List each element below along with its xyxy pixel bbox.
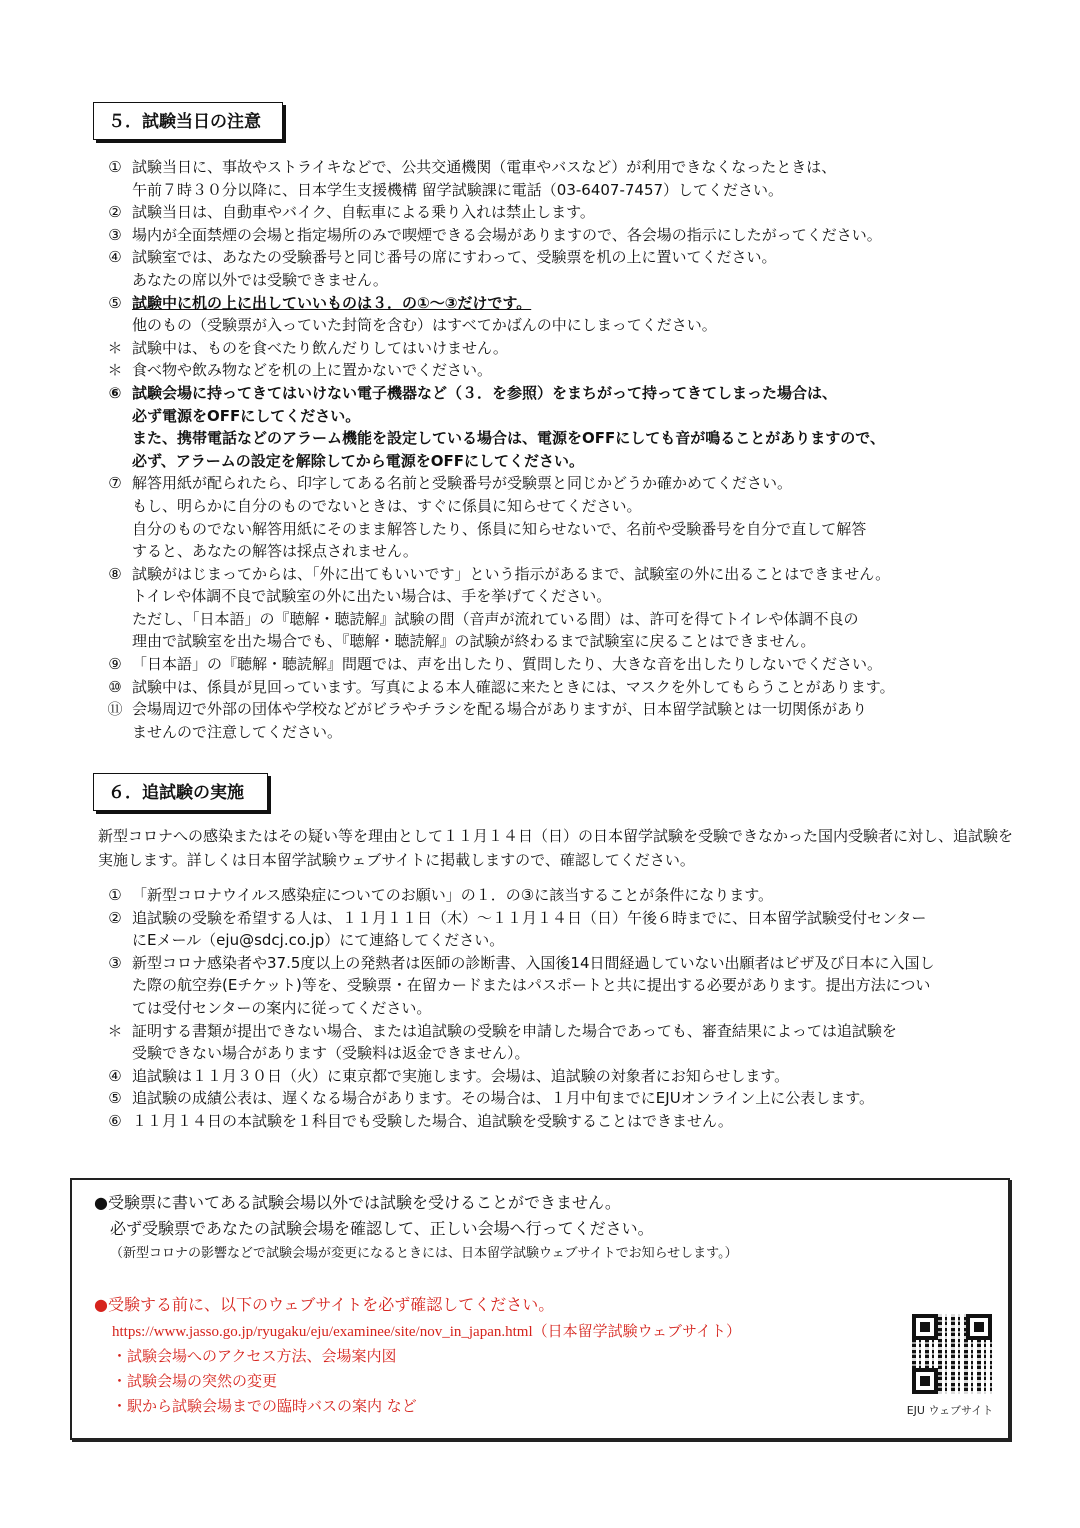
notice-box xyxy=(70,1178,1010,1440)
list-item xyxy=(98,676,978,699)
notice-item: ・駅から試験会場までの臨時バスの案内 など xyxy=(112,1397,417,1415)
list-item xyxy=(98,563,978,653)
item-marker: ⑪ xyxy=(107,700,123,719)
section-6-list xyxy=(98,884,1018,1133)
item-text xyxy=(132,359,978,382)
item-text xyxy=(132,1110,1018,1133)
item-line: 午前７時３０分以降に、日本学生支援機構 留学試験課に電話（03-6407-7457）してください。 xyxy=(132,180,784,199)
list-item xyxy=(98,698,978,743)
item-line: あなたの席以外では受験できません。 xyxy=(132,270,388,289)
item-text xyxy=(132,653,978,676)
item-marker: ⑦ xyxy=(108,474,122,493)
item-line: 試験会場に持ってきてはいけない電子機器など（３．を参照）をまちがって持ってきてしまった場合は、 xyxy=(132,383,838,402)
section-6-title: ６．追試験の実施 xyxy=(93,773,268,811)
section-6-intro: 新型コロナへの感染またはその疑い等を理由として１１月１４日（日）の日本留学試験を受験できなかった国内受験者に対し、追試験を実施します。詳しくは日本留学試験ウェブサイトに掲載しますので、確認してください。 xyxy=(98,827,1014,869)
qr-finder-pattern xyxy=(912,1368,938,1394)
item-line: 他のもの（受験票が入っていた封筒を含む）はすべてかばんの中にしまってください。 xyxy=(132,316,717,335)
list-item xyxy=(98,472,978,562)
notice-bullet-venue-note: （新型コロナの影響などで試験会場が変更になるときには、日本留学試験ウェブサイトでお知らせします。） xyxy=(110,1246,738,1261)
qr-code-image[interactable] xyxy=(910,1312,994,1396)
item-text xyxy=(132,676,978,699)
item-marker: ⑤ xyxy=(108,1089,122,1108)
item-text xyxy=(132,1020,1018,1065)
item-marker: ＊ xyxy=(107,361,123,380)
notice-bullet-website: ●受験する前に、以下のウェブサイトを必ず確認してください。 xyxy=(94,1295,555,1314)
item-line: 試験中は、ものを食べたり飲んだりしてはいけません。 xyxy=(132,338,508,357)
item-marker: ⑤ xyxy=(108,293,122,312)
list-item xyxy=(98,224,978,247)
qr-caption: EJU ウェブサイト xyxy=(906,1404,994,1417)
notice-item: ・試験会場へのアクセス方法、会場案内図 xyxy=(112,1347,397,1365)
item-marker: ③ xyxy=(108,225,122,244)
item-marker: ⑥ xyxy=(108,383,122,402)
item-text xyxy=(132,952,1018,1020)
item-line: 会場周辺で外部の団体や学校などがビラやチラシを配る場合がありますが、日本留学試験とは一切関係があり xyxy=(132,700,868,719)
list-item xyxy=(98,246,978,291)
list-item xyxy=(98,156,978,201)
notice-item: ・試験会場の突然の変更 xyxy=(112,1372,278,1390)
item-line: また、携帯電話などのアラーム機能を設定している場合は、電源をOFFにしても音が鳴ることがありますので、 xyxy=(132,429,885,448)
list-item xyxy=(98,1065,1018,1088)
item-line: 試験当日は、自動車やバイク、自転車による乗り入れは禁止します。 xyxy=(132,203,595,222)
notice-bullet-venue-cont: 必ず受験票であなたの試験会場を確認して、正しい会場へ行ってください。 xyxy=(110,1219,654,1238)
item-line: ませんので注意してください。 xyxy=(132,722,343,741)
item-text xyxy=(132,472,978,562)
item-line: 受験できない場合があります（受験料は返金できません）。 xyxy=(132,1044,530,1063)
item-line: 追試験は１１月３０日（火）に東京都で実施します。会場は、追試験の対象者にお知らせします。 xyxy=(132,1066,790,1085)
item-line: トイレや体調不良で試験室の外に出たい場合は、手を挙げてください。 xyxy=(132,587,612,606)
item-text xyxy=(132,907,1018,952)
item-line: 解答用紙が配られたら、印字してある名前と受験番号が受験票と同じかどうか確かめてください。 xyxy=(132,474,793,493)
item-line: 必ず、アラームの設定を解除してから電源をOFFにしてください。 xyxy=(132,451,585,470)
item-text xyxy=(132,1087,1018,1110)
item-marker: ⑨ xyxy=(108,655,122,674)
item-marker: ④ xyxy=(108,248,122,267)
item-line: 試験がはじまってからは、「外に出てもいいです」という指示があるまで、試験室の外に出ることはできません。 xyxy=(132,564,891,583)
item-text xyxy=(132,292,978,337)
item-line: 試験中は、係員が見回っています。写真による本人確認に来たときには、マスクを外してもらうことがあります。 xyxy=(132,677,895,696)
item-line: もし、明らかに自分のものでないときは、すぐに係員に知らせてください。 xyxy=(132,496,642,515)
item-text xyxy=(132,563,978,653)
item-line: すると、あなたの解答は採点されません。 xyxy=(132,542,418,561)
item-text xyxy=(132,884,1018,907)
qr-finder-pattern xyxy=(966,1314,992,1340)
item-line: 証明する書類が提出できない場合、または追試験の受験を申請した場合であっても、審査結果によっては追試験を xyxy=(132,1021,897,1040)
item-line: 試験当日に、事故やストライキなどで、公共交通機関（電車やバスなど）が利用できなくなったときは、 xyxy=(132,158,837,176)
item-line: 理由で試験室を出た場合でも、『聴解・聴読解』の試験が終わるまで試験室に戻ることはできません。 xyxy=(132,632,816,651)
item-line: 「日本語」の『聴解・聴読解』問題では、声を出したり、質問したり、大きな音を出したりしないでください。 xyxy=(132,655,883,674)
notice-bullet-venue: ●受験票に書いてある試験会場以外では試験を受けることができません。 xyxy=(94,1193,621,1212)
item-line: 場内が全面禁煙の会場と指定場所のみで喫煙できる会場がありますので、各会場の指示にしたがってください。 xyxy=(132,225,882,244)
list-item xyxy=(98,952,1018,1020)
item-line: 試験中に机の上に出していいものは３．の①～③だけです。 xyxy=(132,293,532,312)
item-text xyxy=(132,156,978,201)
list-item xyxy=(98,653,978,676)
list-item xyxy=(98,1020,1018,1065)
item-line: 試験室では、あなたの受験番号と同じ番号の席にすわって、受験票を机の上に置いてください。 xyxy=(132,248,777,267)
item-marker: ① xyxy=(108,158,122,176)
website-link[interactable]: https://www.jasso.go.jp/ryugaku/eju/examinee/site/nov_in_japan.html（日本留学試験ウェブサイト） xyxy=(112,1324,741,1340)
item-text xyxy=(132,1065,1018,1088)
item-text xyxy=(132,382,978,472)
item-text xyxy=(132,698,978,743)
list-item xyxy=(98,884,1018,907)
item-text xyxy=(132,224,978,247)
section-5-list xyxy=(98,156,978,743)
item-marker: ② xyxy=(108,908,122,927)
item-line: ては受付センターの案内に従ってください。 xyxy=(132,998,432,1017)
list-item xyxy=(98,292,978,337)
item-line: １１月１４日の本試験を１科目でも受験した場合、追試験を受験することはできません。 xyxy=(132,1111,733,1130)
list-item xyxy=(98,907,1018,952)
section-5-title: ５．試験当日の注意 xyxy=(93,102,283,140)
item-line: た際の航空券(Eチケット)等を、受験票・在留カードまたはパスポートと共に提出する必要があります。提出方法につい xyxy=(132,976,931,995)
list-item xyxy=(98,337,978,360)
item-line: 「新型コロナウイルス感染症についてのお願い」の１．の③に該当することが条件になります。 xyxy=(132,886,774,904)
item-text xyxy=(132,246,978,291)
item-line: 追試験の受験を希望する人は、１１月１１日（木）～１１月１４日（日）午後６時までに、日本留学試験受付センター xyxy=(132,908,927,927)
list-item xyxy=(98,382,978,472)
item-line: 自分のものでない解答用紙にそのまま解答したり、係員に知らせないで、名前や受験番号を自分で直して解答 xyxy=(132,519,867,538)
item-marker: ④ xyxy=(108,1066,122,1085)
item-marker: ＊ xyxy=(107,338,123,357)
item-marker: ① xyxy=(108,886,122,904)
list-item xyxy=(98,359,978,382)
item-marker: ⑩ xyxy=(108,677,122,696)
qr-finder-pattern xyxy=(912,1314,938,1340)
item-line: にEメール（eju@sdcj.co.jp）にて連絡してください。 xyxy=(132,931,505,950)
item-marker: ⑧ xyxy=(108,564,122,583)
item-line: 新型コロナ感染者や37.5度以上の発熱者は医師の診断書、入国後14日間経過していない出願者はビザ及び日本に入国し xyxy=(132,953,935,972)
item-line: 追試験の成績公表は、遅くなる場合があります。その場合は、１月中旬までにEJUオンライン上に公表します。 xyxy=(132,1089,875,1108)
item-line: ただし、「日本語」の『聴解・聴読解』試験の間（音声が流れている間）は、許可を得てトイレや体調不良の xyxy=(132,609,859,628)
item-marker: ③ xyxy=(108,953,122,972)
item-marker: ⑥ xyxy=(108,1111,122,1130)
list-item xyxy=(98,1110,1018,1133)
item-text xyxy=(132,201,978,224)
item-marker: ＊ xyxy=(107,1021,123,1040)
list-item xyxy=(98,1087,1018,1110)
item-marker: ② xyxy=(108,203,122,222)
item-line: 必ず電源をOFFにしてください。 xyxy=(132,406,361,425)
item-text xyxy=(132,337,978,360)
item-line: 食べ物や飲み物などを机の上に置かないでください。 xyxy=(132,361,493,380)
list-item xyxy=(98,201,978,224)
